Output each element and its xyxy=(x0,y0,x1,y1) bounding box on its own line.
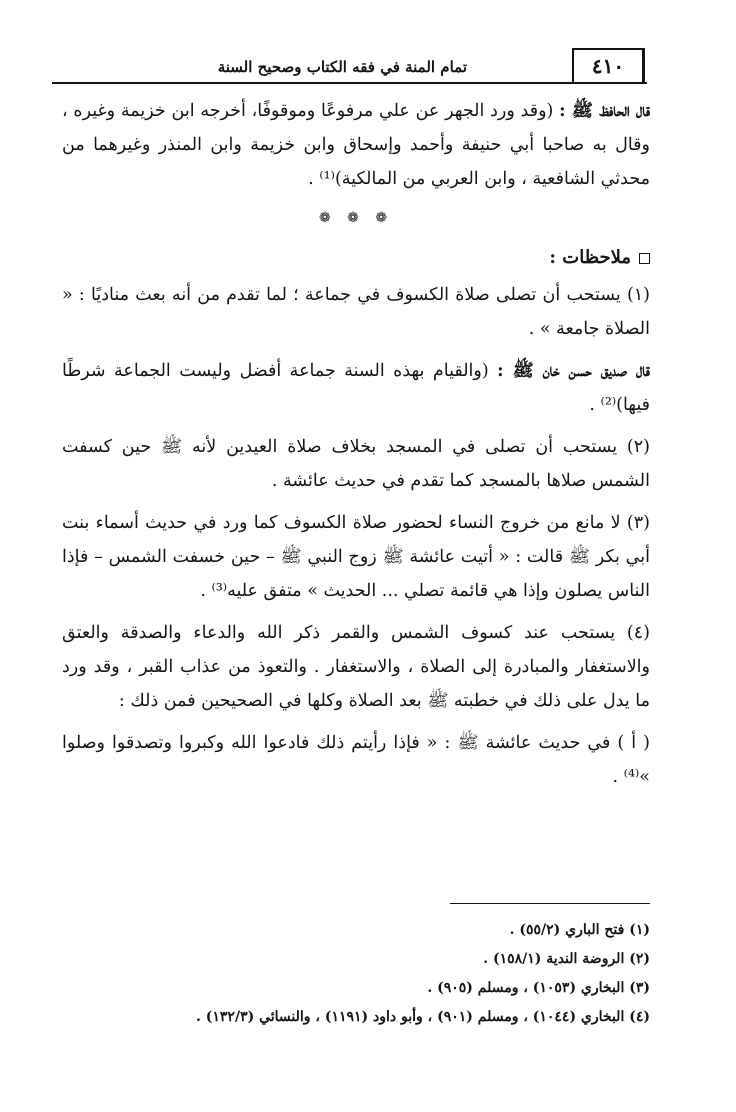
footnote: (٣) البخاري (١٠٥٣) ، ومسلم (٩٠٥) . xyxy=(427,980,650,996)
page-number: ٤١٠ xyxy=(572,48,645,82)
note-lead: قال صديق حسن خان ﷺ : xyxy=(497,361,650,381)
section-heading-text: ملاحظات : xyxy=(549,247,631,268)
paragraph-lead: قال الحافظ ﷺ : xyxy=(559,101,650,121)
page-header xyxy=(52,44,647,90)
checkbox-square-icon xyxy=(639,253,650,264)
note-paragraph xyxy=(62,430,650,498)
note-text: ( أ ) في حديث عائشة ﷺ : « فإذا رأيتم ذلك فادعوا الله وكبروا وتصدقوا وصلوا »⁽⁴⁾ . xyxy=(62,733,650,787)
note-text: (والقيام بهذه السنة جماعة أفضل وليست الجماعة شرطًا فيها)⁽²⁾ . xyxy=(62,361,650,415)
footnote: (٤) البخاري (١٠٤٤) ، ومسلم (٩٠١) ، وأبو داود (١١٩١) ، والنسائي (١٣٢/٣) . xyxy=(196,1009,650,1025)
note-text: (٤) يستحب عند كسوف الشمس والقمر ذكر الله والدعاء والصدقة والعتق والاستغفار والمبادرة إلى الصلاة ، والاستغفار . والتعوذ من عذاب القبر ، وقد ورد ما يدل على ذلك في خطبته ﷺ بعد الصلاة وكلها في الصحيحين فمن ذلك : xyxy=(62,623,650,711)
note-paragraph xyxy=(62,726,650,794)
note-paragraph xyxy=(62,354,650,422)
footnotes xyxy=(62,916,650,1032)
section-separator: ❁ ❁ ❁ xyxy=(318,210,394,226)
note-paragraph xyxy=(62,506,650,608)
section-heading xyxy=(62,242,650,274)
footnote-rule xyxy=(450,903,650,904)
book-title: تمام المنة في فقه الكتاب وصحيح السنة xyxy=(217,58,467,76)
note-paragraph xyxy=(62,278,650,346)
note-text: (٣) لا مانع من خروج النساء لحضور صلاة الكسوف كما ورد في حديث أسماء بنت أبي بكر ﷺ قالت : « أتيت عائشة ﷺ زوج النبي ﷺ – حين خسفت الشمس – فإذا الناس يصلون وإذا هي قائمة تصلي ... الحديث » متفق عليه⁽³⁾ . xyxy=(62,513,650,601)
footnote: (٢) الروضة الندية (١٥٨/١) . xyxy=(483,951,650,967)
page-body xyxy=(62,94,650,802)
note-text: (١) يستحب أن تصلى صلاة الكسوف في جماعة ؛ لما تقدم من أنه بعث مناديًا : « الصلاة جامعة » . xyxy=(62,285,650,339)
paragraph-text: (وقد ورد الجهر عن علي مرفوعًا وموقوفًا، أخرجه ابن خزيمة وغيره ، وقال به صاحبا أبي حنيفة وأحمد وإسحاق وابن خزيمة وابن المنذر وغيرهما من محدثي الشافعية ، وابن العربي من المالكية)⁽¹⁾ . xyxy=(62,101,650,189)
footnote: (١) فتح الباري (٥٥/٢) . xyxy=(509,922,650,938)
paragraph xyxy=(62,94,650,196)
note-text: (٢) يستحب أن تصلى في المسجد بخلاف صلاة العيدين لأنه ﷺ حين كسفت الشمس صلاها بالمسجد كما تقدم في حديث عائشة . xyxy=(62,437,650,491)
note-paragraph xyxy=(62,616,650,718)
header-rule xyxy=(52,82,647,84)
